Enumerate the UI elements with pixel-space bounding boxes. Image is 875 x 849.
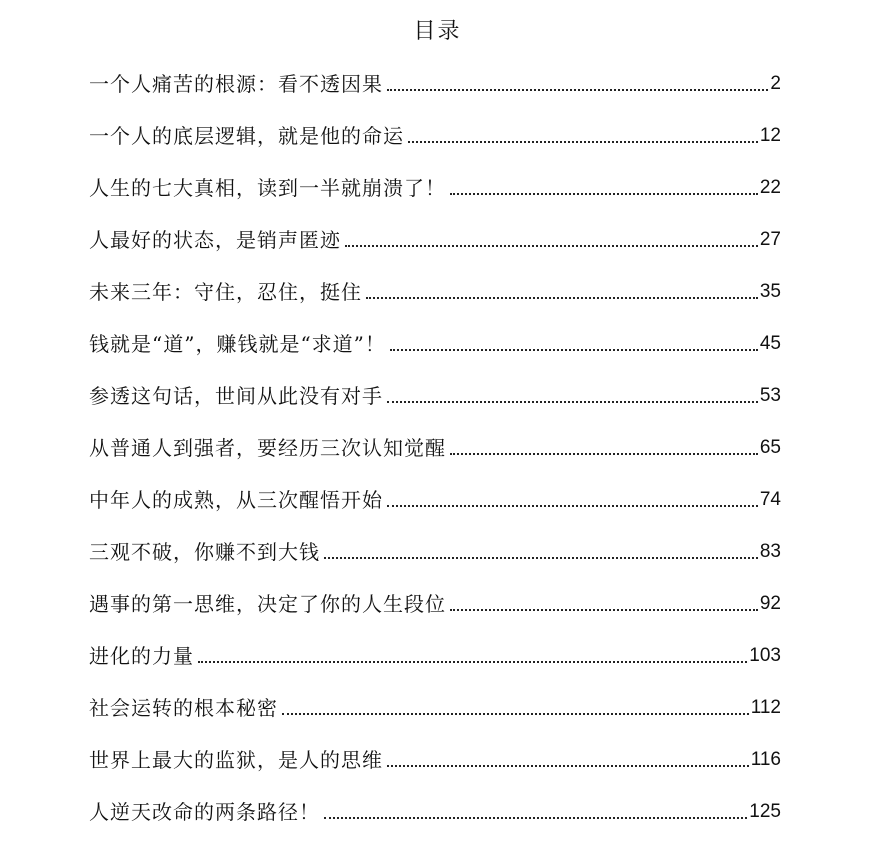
toc-entry[interactable]	[89, 742, 781, 794]
dot-leader	[387, 505, 758, 507]
toc-entry-title: 世界上最大的监狱，是人的思维	[89, 748, 383, 772]
toc-entry-title: 一个人痛苦的根源：看不透因果	[89, 72, 383, 96]
dot-leader	[450, 609, 758, 611]
toc-entry-page: 53	[759, 385, 781, 406]
toc-entry-title: 未来三年：守住，忍住，挺住	[89, 280, 362, 304]
dot-leader	[324, 557, 758, 559]
toc-entry-page: 12	[759, 125, 781, 146]
dot-leader	[390, 349, 758, 351]
toc-entry-page: 103	[749, 645, 781, 666]
toc-entry-page: 125	[749, 801, 781, 822]
toc-entry[interactable]	[89, 222, 781, 274]
dot-leader	[450, 453, 758, 455]
toc-entry[interactable]	[89, 482, 781, 534]
toc-entry-title: 人生的七大真相，读到一半就崩溃了！	[89, 176, 446, 200]
toc-entry-title: 从普通人到强者，要经历三次认知觉醒	[89, 436, 446, 460]
dot-leader	[324, 817, 747, 819]
toc-entry-page: 74	[759, 489, 781, 510]
toc-entry[interactable]	[89, 66, 781, 118]
toc-entry-title: 人逆天改命的两条路径！	[89, 800, 320, 824]
toc-entry[interactable]	[89, 118, 781, 170]
toc-entry[interactable]	[89, 534, 781, 586]
toc-entry-title: 进化的力量	[89, 644, 194, 668]
toc-entry-title: 人最好的状态，是销声匿迹	[89, 228, 341, 252]
toc-entry[interactable]	[89, 274, 781, 326]
toc-entry-page: 83	[759, 541, 781, 562]
dot-leader	[387, 89, 768, 91]
toc-entry[interactable]	[89, 378, 781, 430]
dot-leader	[387, 401, 758, 403]
dot-leader	[198, 661, 747, 663]
toc-entry-page: 2	[770, 73, 781, 94]
dot-leader	[282, 713, 749, 715]
toc-entry-page: 27	[759, 229, 781, 250]
toc-entry-page: 112	[750, 697, 781, 718]
dot-leader	[408, 141, 758, 143]
dot-leader	[345, 245, 758, 247]
page-title: 目录	[413, 19, 462, 44]
toc-entry-page: 35	[759, 281, 781, 302]
toc-entry[interactable]	[89, 326, 781, 378]
dot-leader	[366, 297, 758, 299]
dot-leader	[450, 193, 758, 195]
toc-entry-title: 社会运转的根本秘密	[89, 696, 278, 720]
dot-leader	[387, 765, 749, 767]
toc-entry-title: 三观不破，你赚不到大钱	[89, 540, 320, 564]
toc-entry-title: 中年人的成熟，从三次醒悟开始	[89, 488, 383, 512]
toc-entry[interactable]	[89, 430, 781, 482]
toc-entry-page: 45	[759, 333, 781, 354]
toc-entry[interactable]	[89, 690, 781, 742]
toc-entry[interactable]	[89, 638, 781, 690]
toc-entry-page: 116	[750, 749, 781, 770]
toc-entry-title: 钱就是“道”，赚钱就是“求道”！	[89, 332, 386, 356]
toc-entry-page: 65	[759, 437, 781, 458]
toc-entry[interactable]	[89, 586, 781, 638]
toc-entry-title: 遇事的第一思维，决定了你的人生段位	[89, 592, 446, 616]
toc-entry-title: 参透这句话，世间从此没有对手	[89, 384, 383, 408]
toc-entry-title: 一个人的底层逻辑，就是他的命运	[89, 124, 404, 148]
toc-entry-page: 92	[759, 593, 781, 614]
toc-list	[89, 66, 781, 846]
toc-entry[interactable]	[89, 170, 781, 222]
toc-entry-page: 22	[759, 177, 781, 198]
toc-entry[interactable]	[89, 794, 781, 846]
